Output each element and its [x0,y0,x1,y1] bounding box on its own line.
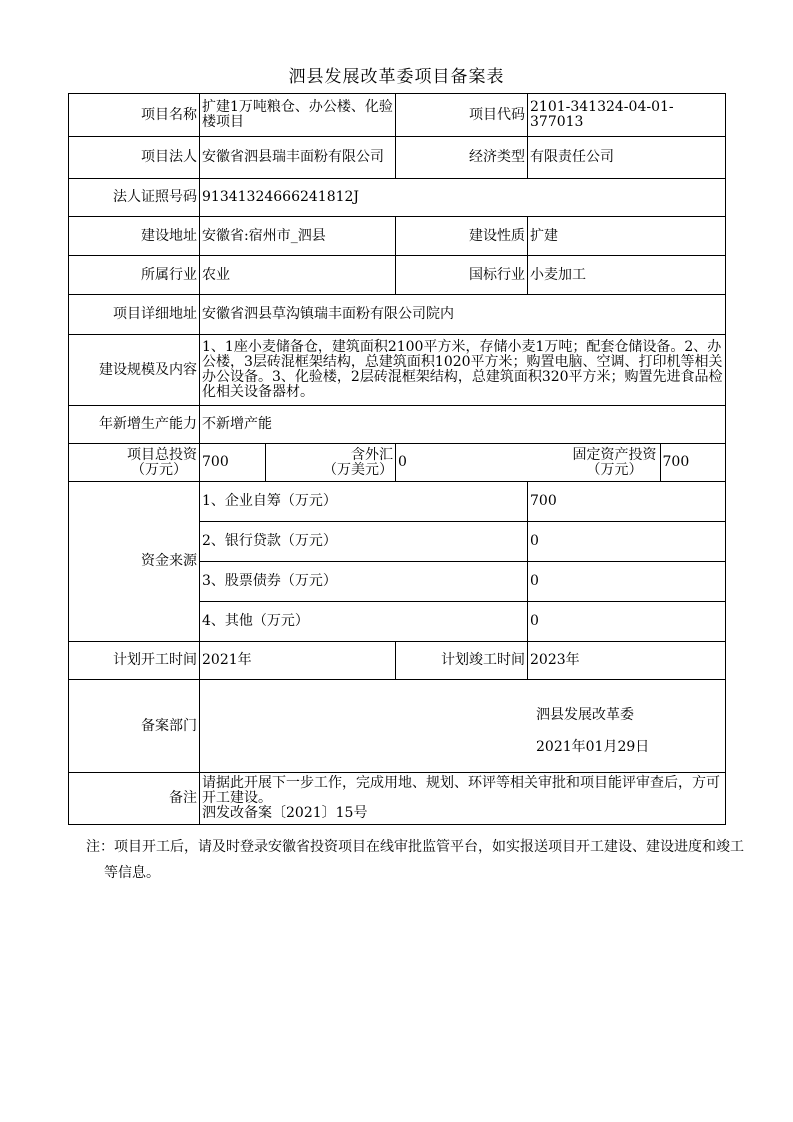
remarks-cell [200,773,726,825]
funding-item-label: 4、其他（万元） [200,602,528,642]
funding-item-value: 0 [528,562,726,602]
investment-subtable [396,444,726,481]
economic-type-label: 经济类型 [396,137,528,179]
national-industry-value: 小麦加工 [528,256,726,295]
scale-label: 建设规模及内容 [69,335,200,406]
footnote: 注：项目开工后，请及时登录安徽省投资项目在线审批监管平台，如实报送项目开工建设、建设进度和竣工等信息。 [86,839,744,881]
nature-value: 扩建 [528,217,726,256]
funding-item-value: 700 [528,482,726,522]
foreign-exchange-label-line1: 含外汇 [351,446,393,463]
remarks-label: 备注 [69,773,200,825]
row-remarks [69,773,726,825]
row-department [69,680,726,773]
legal-person-value: 安徽省泗县瑞丰面粉有限公司 [200,137,396,179]
funding-item-label: 2、银行贷款（万元） [200,522,528,562]
capacity-label: 年新增生产能力 [69,406,200,444]
department-date: 2021年01月29日 [536,739,650,755]
license-value: 91341324666241812J [200,179,726,217]
foreign-exchange-label-line2: （万美元） [323,461,393,478]
detail-address-label: 项目详细地址 [69,295,200,335]
remarks-filing-number: 泗发改备案〔2021〕15号 [202,805,368,821]
row-investment [69,444,726,482]
end-time-value: 2023年 [528,642,726,680]
scale-value: 1、1座小麦储备仓，建筑面积2100平方米，存储小麦1万吨；配套仓储设备。2、办公楼，3层砖混框架结构，总建筑面积1020平方米；购置电脑、空调、打印机等相关办公设备。3、化验楼，2层砖混框架结构，总建筑面积320平方米；购置先进食品检化相关设备器材。 [200,335,726,406]
national-industry-label: 国标行业 [396,256,528,295]
start-time-value: 2021年 [200,642,396,680]
fixed-assets-label [530,444,660,481]
project-name-label: 项目名称 [69,94,200,137]
project-code-label: 项目代码 [396,94,528,137]
row-capacity [69,406,726,444]
start-time-label: 计划开工时间 [69,642,200,680]
row-detail-address [69,295,726,335]
license-label: 法人证照号码 [69,179,200,217]
remarks-text: 请据此开展下一步工作，完成用地、规划、环评等相关审批和项目能评审查后，方可开工建设。 [202,775,720,806]
filing-table [68,93,726,825]
legal-person-label: 项目法人 [69,137,200,179]
department-box [200,680,725,772]
foreign-exchange-value: 0 [398,454,407,470]
total-investment-label [69,444,200,482]
row-legal-person [69,137,726,179]
funding-item-value: 0 [528,522,726,562]
industry-label: 所属行业 [69,256,200,295]
investment-right-cell [396,444,726,482]
row-funding-1 [69,482,726,522]
fixed-assets-value: 700 [662,454,690,470]
form-title: 泗县发展改革委项目备案表 [288,67,505,87]
funding-item-label: 1、企业自筹（万元） [200,482,528,522]
department-name: 泗县发展改革委 [536,707,634,723]
industry-value: 农业 [200,256,396,295]
location-label: 建设地址 [69,217,200,256]
row-scale [69,335,726,406]
project-name-value: 扩建1万吨粮仓、办公楼、化验楼项目 [200,94,396,137]
total-investment-label-line1: 项目总投资 [127,446,197,463]
funding-label: 资金来源 [69,482,200,642]
total-investment-label-line2: （万元） [131,461,187,478]
nature-label: 建设性质 [396,217,528,256]
department-label: 备案部门 [69,680,200,773]
funding-item-value: 0 [528,602,726,642]
row-schedule [69,642,726,680]
fixed-assets-label-line2: （万元） [586,461,643,478]
funding-item-label: 3、股票债券（万元） [200,562,528,602]
row-industry [69,256,726,295]
economic-type-value: 有限责任公司 [528,137,726,179]
total-investment-value: 700 [200,444,266,482]
row-project-name [69,94,726,137]
row-license [69,179,726,217]
location-value: 安徽省:宿州市_泗县 [200,217,396,256]
detail-address-value: 安徽省泗县草沟镇瑞丰面粉有限公司院内 [200,295,726,335]
foreign-exchange-label [266,444,396,482]
department-cell [200,680,726,773]
end-time-label: 计划竣工时间 [396,642,528,680]
capacity-value: 不新增产能 [200,406,726,444]
row-location [69,217,726,256]
fixed-assets-label-line1: 固定资产投资 [572,446,657,463]
project-code-value: 2101-341324-04-01-377013 [528,94,726,137]
